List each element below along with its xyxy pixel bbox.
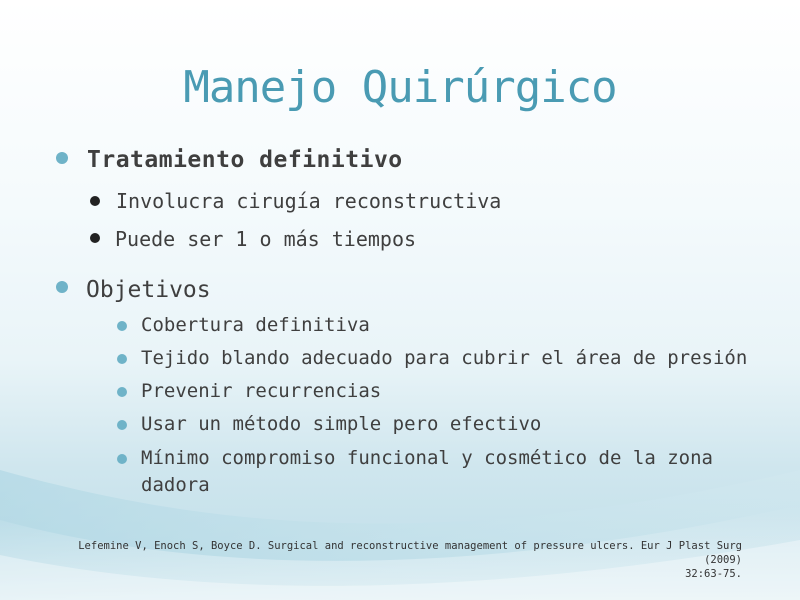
bullet-text-tiempos: Puede ser 1 o más tiempos bbox=[115, 227, 417, 251]
bullet-heading-objetivos: Objetivos bbox=[86, 277, 211, 303]
bullet-text-dadora: dadora bbox=[141, 474, 210, 496]
bullet-dot-icon bbox=[117, 354, 127, 364]
bullet-dot-icon bbox=[56, 152, 68, 164]
bullet-text-prevenir: Prevenir recurrencias bbox=[141, 380, 382, 402]
reference-line-1: Lefemine V, Enoch S, Boyce D. Surgical and reconstructive management of pressure ulcers. Eur J Plast Surg (2009) bbox=[78, 540, 742, 566]
reference-citation bbox=[42, 539, 742, 581]
bullet-text-metodo: Usar un método simple pero efectivo bbox=[141, 413, 542, 435]
bullet-dot-icon bbox=[56, 281, 68, 293]
bullet-heading-tratamiento: Tratamiento definitivo bbox=[87, 147, 403, 173]
slide-title: Manejo Quirúrgico bbox=[183, 62, 617, 113]
bullet-text-involucra: Involucra cirugía reconstructiva bbox=[116, 189, 502, 213]
bullet-dot-icon bbox=[117, 420, 127, 430]
bullet-dot-icon bbox=[117, 387, 127, 397]
reference-line-2: 32:63-75. bbox=[685, 568, 742, 580]
bullet-dot-icon bbox=[90, 196, 100, 206]
bullet-dot-icon bbox=[90, 233, 100, 243]
bullet-text-tejido: Tejido blando adecuado para cubrir el área de presión bbox=[141, 347, 748, 369]
bullet-dot-icon bbox=[117, 454, 127, 464]
bullet-text-minimo: Mínimo compromiso funcional y cosmético de la zona bbox=[141, 447, 713, 469]
bullet-dot-icon bbox=[117, 321, 127, 331]
bullet-text-cobertura: Cobertura definitiva bbox=[141, 314, 370, 336]
